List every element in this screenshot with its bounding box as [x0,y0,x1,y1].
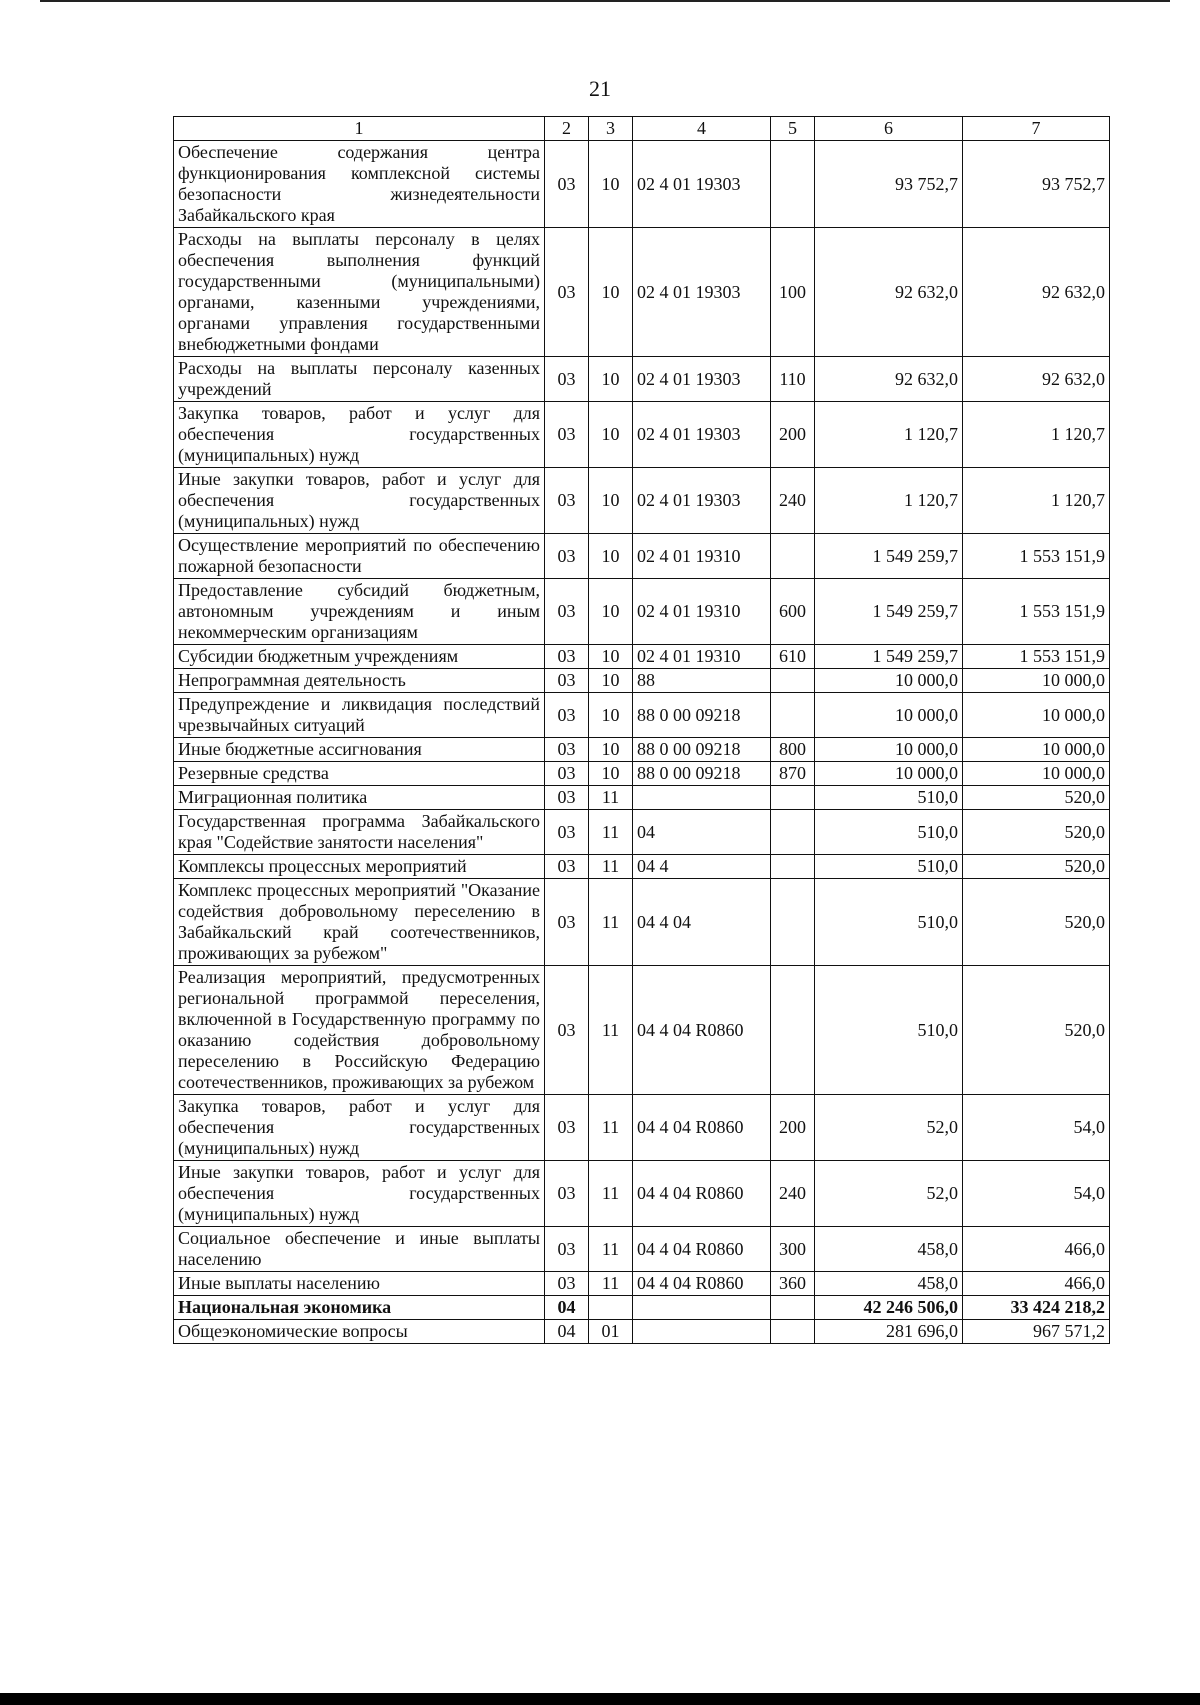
expense-type-code [771,669,815,693]
amount-year-2: 520,0 [963,879,1110,966]
target-article-code: 88 0 00 09218 [633,693,771,738]
table-row [174,1320,1110,1344]
expense-type-code: 240 [771,1161,815,1227]
expense-type-code [771,1320,815,1344]
subsection-code: 11 [589,786,633,810]
section-code: 03 [545,228,589,357]
row-name: Осуществление мероприятий по обеспечению пожарной безопасности [174,534,545,579]
table-row [174,1161,1110,1227]
row-name: Государственная программа Забайкальского края "Содействие занятости населения" [174,810,545,855]
section-code: 03 [545,357,589,402]
table-row [174,1296,1110,1320]
amount-year-1: 52,0 [815,1095,963,1161]
amount-year-2: 54,0 [963,1095,1110,1161]
table-row [174,669,1110,693]
subsection-code [589,1296,633,1320]
table-row [174,855,1110,879]
subsection-code: 11 [589,810,633,855]
table-row [174,738,1110,762]
subsection-code: 11 [589,855,633,879]
table-row [174,1227,1110,1272]
amount-year-1: 510,0 [815,810,963,855]
section-code: 03 [545,534,589,579]
table-row [174,468,1110,534]
row-name: Реализация мероприятий, предусмотренных региональной программой переселения, включенной в Государственную программу по оказанию содействия добровольному переселению в Российскую Федерацию соотечественников, проживающих за рубежом [174,966,545,1095]
subsection-code: 10 [589,468,633,534]
target-article-code: 02 4 01 19310 [633,534,771,579]
section-code: 03 [545,879,589,966]
section-code: 03 [545,738,589,762]
amount-year-2: 1 120,7 [963,468,1110,534]
subsection-code: 01 [589,1320,633,1344]
amount-year-2: 520,0 [963,966,1110,1095]
row-name: Расходы на выплаты персоналу казенных учреждений [174,357,545,402]
amount-year-1: 1 120,7 [815,402,963,468]
subsection-code: 10 [589,579,633,645]
column-header: 6 [815,117,963,141]
row-name: Социальное обеспечение и иные выплаты населению [174,1227,545,1272]
amount-year-1: 10 000,0 [815,669,963,693]
amount-year-1: 510,0 [815,966,963,1095]
column-header: 1 [174,117,545,141]
expense-type-code: 610 [771,645,815,669]
row-name: Иные закупки товаров, работ и услуг для обеспечения государственных (муниципальных) нужд [174,468,545,534]
table-row [174,786,1110,810]
target-article-code: 88 0 00 09218 [633,738,771,762]
subsection-code: 10 [589,402,633,468]
amount-year-2: 1 120,7 [963,402,1110,468]
expense-type-code: 870 [771,762,815,786]
subsection-code: 10 [589,645,633,669]
target-article-code: 04 4 04 R0860 [633,966,771,1095]
section-code: 04 [545,1320,589,1344]
section-code: 03 [545,579,589,645]
table-row [174,228,1110,357]
subsection-code: 10 [589,534,633,579]
amount-year-2: 10 000,0 [963,762,1110,786]
row-name: Комплекс процессных мероприятий "Оказание содействия добровольному переселению в Забайкальский край соотечественников, проживающих за рубежом" [174,879,545,966]
expense-type-code [771,855,815,879]
amount-year-1: 510,0 [815,879,963,966]
subsection-code: 10 [589,357,633,402]
amount-year-1: 458,0 [815,1227,963,1272]
subsection-code: 11 [589,1272,633,1296]
expense-type-code [771,141,815,228]
amount-year-1: 92 632,0 [815,228,963,357]
row-name: Предупреждение и ликвидация последствий чрезвычайных ситуаций [174,693,545,738]
subsection-code: 10 [589,762,633,786]
amount-year-2: 1 553 151,9 [963,579,1110,645]
target-article-code: 04 4 04 R0860 [633,1161,771,1227]
expense-type-code: 110 [771,357,815,402]
table-row [174,534,1110,579]
expense-type-code: 100 [771,228,815,357]
amount-year-1: 52,0 [815,1161,963,1227]
amount-year-1: 1 120,7 [815,468,963,534]
row-name: Миграционная политика [174,786,545,810]
subsection-code: 10 [589,669,633,693]
target-article-code: 02 4 01 19310 [633,579,771,645]
expense-type-code [771,879,815,966]
target-article-code: 02 4 01 19303 [633,228,771,357]
table-header-row [174,117,1110,141]
subsection-code: 10 [589,228,633,357]
amount-year-1: 10 000,0 [815,762,963,786]
amount-year-1: 1 549 259,7 [815,579,963,645]
table-row [174,693,1110,738]
amount-year-1: 510,0 [815,855,963,879]
column-header: 7 [963,117,1110,141]
budget-table [173,116,1110,1344]
amount-year-2: 92 632,0 [963,228,1110,357]
target-article-code [633,1320,771,1344]
scan-edge-bottom [0,1693,1200,1705]
amount-year-2: 54,0 [963,1161,1110,1227]
row-name: Предоставление субсидий бюджетным, автономным учреждениям и иным некоммерческим организациям [174,579,545,645]
target-article-code: 02 4 01 19303 [633,141,771,228]
amount-year-2: 10 000,0 [963,738,1110,762]
section-code: 03 [545,855,589,879]
amount-year-2: 466,0 [963,1227,1110,1272]
section-code: 03 [545,786,589,810]
amount-year-2: 1 553 151,9 [963,645,1110,669]
table-row [174,1272,1110,1296]
table-row [174,402,1110,468]
amount-year-2: 1 553 151,9 [963,534,1110,579]
section-code: 03 [545,1095,589,1161]
expense-type-code: 360 [771,1272,815,1296]
amount-year-2: 520,0 [963,786,1110,810]
table-row [174,141,1110,228]
row-name: Непрограммная деятельность [174,669,545,693]
amount-year-2: 33 424 218,2 [963,1296,1110,1320]
amount-year-2: 520,0 [963,810,1110,855]
row-name: Иные закупки товаров, работ и услуг для обеспечения государственных (муниципальных) нужд [174,1161,545,1227]
expense-type-code [771,693,815,738]
section-code: 03 [545,1227,589,1272]
scan-edge-top [40,0,1170,2]
expense-type-code [771,966,815,1095]
expense-type-code: 200 [771,1095,815,1161]
subsection-code: 11 [589,1095,633,1161]
target-article-code: 88 0 00 09218 [633,762,771,786]
subsection-code: 11 [589,879,633,966]
target-article-code: 02 4 01 19303 [633,357,771,402]
column-header: 2 [545,117,589,141]
row-name: Закупка товаров, работ и услуг для обеспечения государственных (муниципальных) нужд [174,1095,545,1161]
target-article-code: 02 4 01 19310 [633,645,771,669]
target-article-code: 88 [633,669,771,693]
amount-year-1: 1 549 259,7 [815,534,963,579]
expense-type-code [771,1296,815,1320]
amount-year-2: 466,0 [963,1272,1110,1296]
row-name: Резервные средства [174,762,545,786]
section-code: 03 [545,762,589,786]
expense-type-code: 600 [771,579,815,645]
target-article-code [633,1296,771,1320]
row-name: Национальная экономика [174,1296,545,1320]
expense-type-code [771,534,815,579]
section-code: 03 [545,1161,589,1227]
amount-year-2: 10 000,0 [963,693,1110,738]
section-code: 03 [545,1272,589,1296]
amount-year-1: 10 000,0 [815,693,963,738]
row-name: Комплексы процессных мероприятий [174,855,545,879]
section-code: 03 [545,645,589,669]
target-article-code: 04 4 04 R0860 [633,1227,771,1272]
subsection-code: 11 [589,1227,633,1272]
row-name: Закупка товаров, работ и услуг для обеспечения государственных (муниципальных) нужд [174,402,545,468]
amount-year-1: 1 549 259,7 [815,645,963,669]
target-article-code [633,786,771,810]
subsection-code: 10 [589,693,633,738]
table-row [174,879,1110,966]
amount-year-2: 967 571,2 [963,1320,1110,1344]
target-article-code: 02 4 01 19303 [633,468,771,534]
table-row [174,645,1110,669]
row-name: Расходы на выплаты персоналу в целях обеспечения выполнения функций государственными (муниципальными) органами, казенными учреждениями, органами управления государственными внебюджетными фондами [174,228,545,357]
amount-year-1: 10 000,0 [815,738,963,762]
column-header: 5 [771,117,815,141]
row-name: Обеспечение содержания центра функционирования комплексной системы безопасности жизнедеятельности Забайкальского края [174,141,545,228]
expense-type-code: 240 [771,468,815,534]
subsection-code: 11 [589,966,633,1095]
target-article-code: 02 4 01 19303 [633,402,771,468]
amount-year-1: 510,0 [815,786,963,810]
row-name: Иные выплаты населению [174,1272,545,1296]
section-code: 03 [545,141,589,228]
amount-year-1: 458,0 [815,1272,963,1296]
amount-year-1: 92 632,0 [815,357,963,402]
table-row [174,966,1110,1095]
target-article-code: 04 4 04 R0860 [633,1095,771,1161]
row-name: Иные бюджетные ассигнования [174,738,545,762]
expense-type-code [771,786,815,810]
expense-type-code: 300 [771,1227,815,1272]
subsection-code: 11 [589,1161,633,1227]
section-code: 04 [545,1296,589,1320]
subsection-code: 10 [589,738,633,762]
row-name: Субсидии бюджетным учреждениям [174,645,545,669]
amount-year-2: 92 632,0 [963,357,1110,402]
amount-year-1: 281 696,0 [815,1320,963,1344]
table-row [174,762,1110,786]
target-article-code: 04 4 04 [633,879,771,966]
amount-year-2: 520,0 [963,855,1110,879]
expense-type-code: 800 [771,738,815,762]
amount-year-2: 93 752,7 [963,141,1110,228]
table-row [174,1095,1110,1161]
amount-year-1: 93 752,7 [815,141,963,228]
table-row [174,579,1110,645]
target-article-code: 04 4 [633,855,771,879]
column-header: 3 [589,117,633,141]
expense-type-code: 200 [771,402,815,468]
row-name: Общеэкономические вопросы [174,1320,545,1344]
target-article-code: 04 4 04 R0860 [633,1272,771,1296]
section-code: 03 [545,810,589,855]
column-header: 4 [633,117,771,141]
section-code: 03 [545,669,589,693]
expense-type-code [771,810,815,855]
section-code: 03 [545,468,589,534]
amount-year-2: 10 000,0 [963,669,1110,693]
table-row [174,357,1110,402]
section-code: 03 [545,693,589,738]
subsection-code: 10 [589,141,633,228]
target-article-code: 04 [633,810,771,855]
section-code: 03 [545,402,589,468]
table-row [174,810,1110,855]
page-number: 21 [589,76,611,101]
section-code: 03 [545,966,589,1095]
amount-year-1: 42 246 506,0 [815,1296,963,1320]
